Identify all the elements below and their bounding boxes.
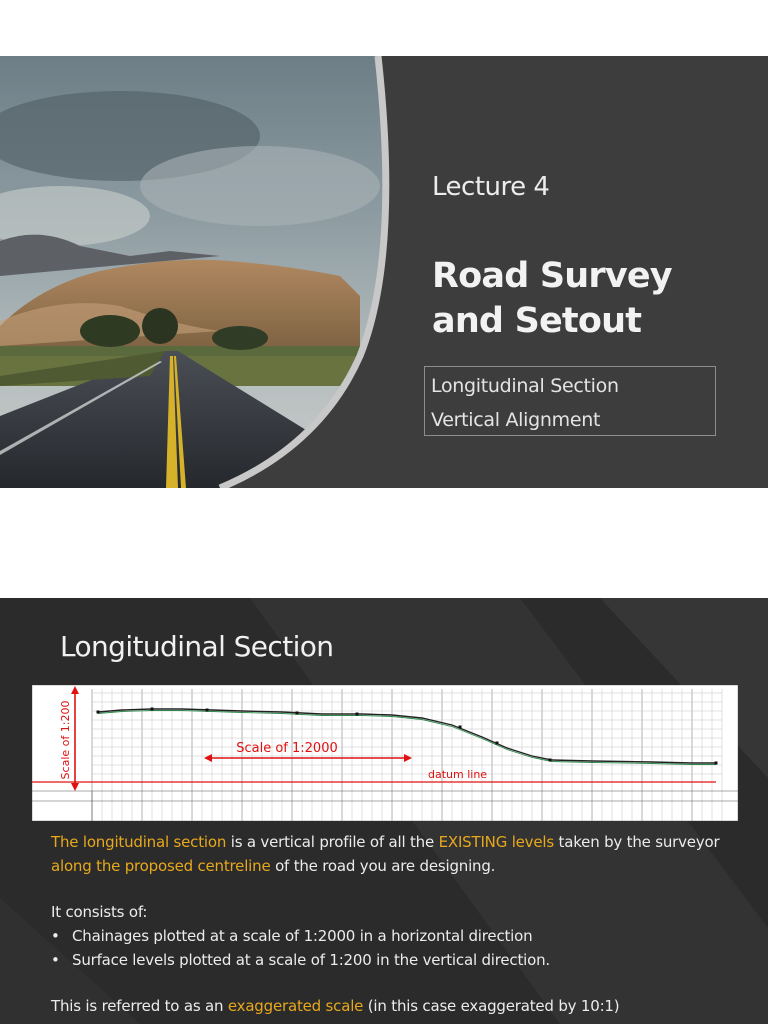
level-point — [356, 713, 359, 716]
longitudinal-profile-figure — [32, 685, 738, 821]
level-point — [715, 762, 718, 765]
bullet-item: • Surface levels plotted at a scale of 1:200 in the vertical direction. — [51, 948, 751, 972]
highlight-existing-levels: EXISTING levels — [438, 833, 554, 851]
level-point — [151, 708, 154, 711]
bullet-text: Surface levels plotted at a scale of 1:200 in the vertical direction. — [72, 951, 550, 969]
title-slide — [0, 56, 768, 488]
horizontal-scale-label: Scale of 1:2000 — [236, 741, 338, 756]
consists-of-label: It consists of: — [51, 903, 148, 921]
level-point — [206, 709, 209, 712]
exaggerated-scale-paragraph — [51, 994, 751, 1018]
slide-title: Longitudinal Section — [60, 630, 334, 663]
subtitle-2: Vertical Alignment — [431, 409, 601, 431]
level-point — [97, 711, 100, 714]
surface-profile-line — [98, 709, 716, 763]
bullet-text: Chainages plotted at a scale of 1:2000 in a horizontal direction — [72, 927, 533, 945]
title-line-2: and Setout — [432, 301, 642, 341]
text-span: This is referred to as an — [51, 997, 228, 1015]
title-line-1: Road Survey — [432, 256, 672, 296]
level-point — [296, 712, 299, 715]
bullet-item: • Chainages plotted at a scale of 1:2000 in a horizontal direction — [51, 924, 751, 948]
highlight-exaggerated-scale: exaggerated scale — [227, 997, 364, 1015]
subtitle-box — [424, 366, 716, 436]
vertical-scale-label: Scale of 1:200 — [59, 700, 72, 780]
text-span: is a vertical profile of all the — [226, 833, 439, 851]
subtitle-1: Longitudinal Section — [431, 375, 619, 397]
lecture-title — [432, 254, 752, 344]
highlight-longitudinal-section: The longitudinal section — [51, 833, 227, 851]
highlight-centreline: along the proposed centreline — [51, 857, 271, 875]
level-point — [549, 759, 552, 762]
lecture-number: Lecture 4 — [432, 172, 550, 202]
longitudinal-section-slide — [0, 598, 768, 1024]
datum-line-label: datum line — [428, 768, 488, 781]
text-span: taken by the surveyor — [553, 833, 720, 851]
slide-body — [51, 830, 751, 1018]
text-span: of the road you are designing. — [270, 857, 496, 875]
road-landscape-photo — [0, 56, 400, 488]
intro-paragraph — [51, 830, 751, 878]
level-point — [496, 742, 499, 745]
level-point — [459, 726, 462, 729]
text-span: (in this case exaggerated by 10:1) — [363, 997, 620, 1015]
